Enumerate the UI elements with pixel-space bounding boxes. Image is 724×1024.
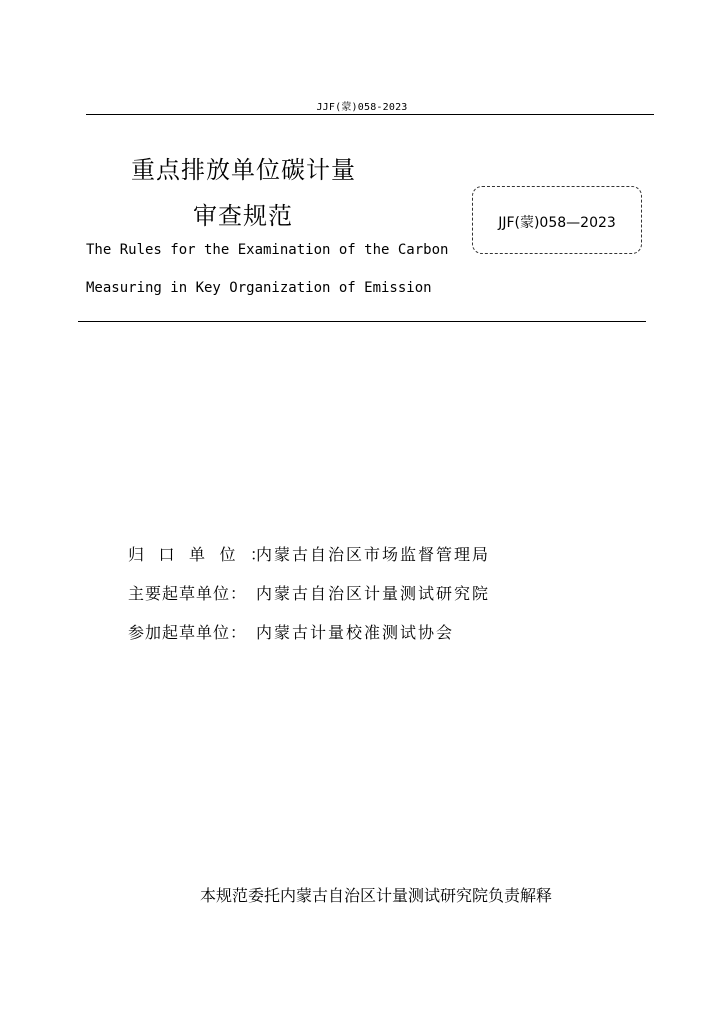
interpretation-note: 本规范委托内蒙古自治区计量测试研究院负责解释 (199, 886, 552, 905)
org-value-main-drafter: 内蒙古自治区计量测试研究院 (256, 584, 491, 603)
title-zh-line2: 审查规范 (193, 202, 293, 230)
org-value-participating-drafter: 内蒙古计量校准测试协会 (256, 623, 455, 642)
title-en-line1: The Rules for the Examination of the Carbon (86, 242, 449, 258)
title-en-line2: Measuring in Key Organization of Emission (86, 280, 432, 296)
running-header-code: JJF(蒙)058-2023 (316, 102, 408, 113)
org-value-centralized: 内蒙古自治区市场监督管理局 (256, 545, 491, 564)
title-rule (78, 321, 646, 322)
org-row-centralized (128, 542, 490, 565)
title-zh-line1: 重点排放单位碳计量 (131, 156, 356, 184)
org-label-participating-drafter: 参加起草单位： (128, 623, 248, 642)
org-label-main-drafter: 主要起草单位： (128, 584, 248, 603)
org-row-participating-drafter (128, 620, 454, 643)
header-rule (86, 114, 654, 115)
org-label-centralized: 归口单位： (128, 545, 281, 564)
org-row-main-drafter (128, 581, 490, 604)
standard-code-box-text: JJF(蒙)058—2023 (498, 215, 616, 231)
